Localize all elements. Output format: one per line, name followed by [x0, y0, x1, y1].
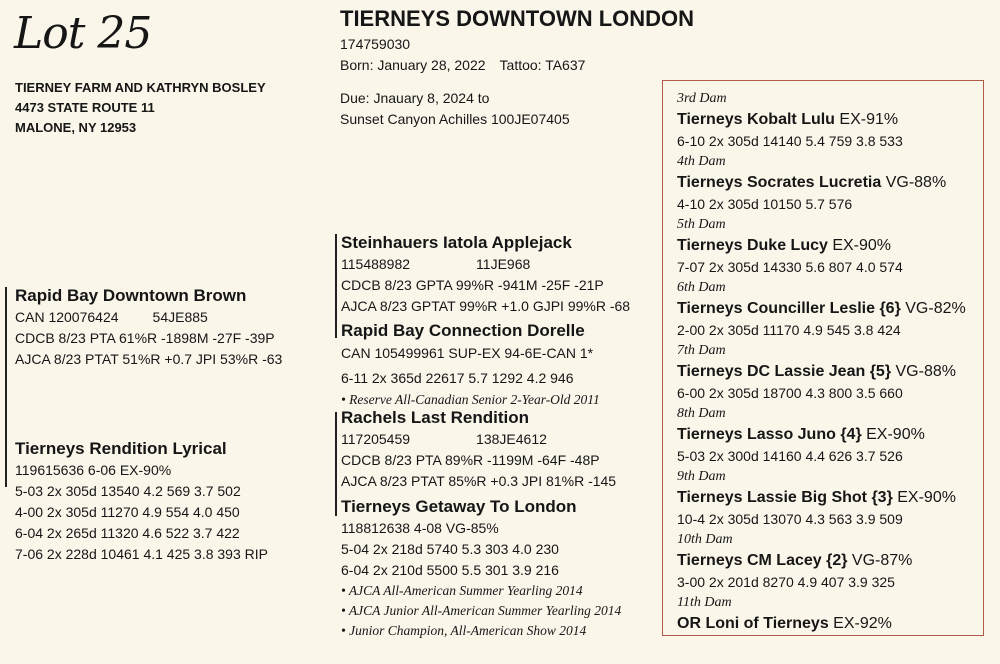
- dam-lineage-name: Tierneys Lassie Big Shot {3}: [677, 489, 893, 506]
- owner-line: TIERNEY FARM AND KATHRYN BOSLEY: [15, 80, 266, 95]
- dam-generation-label: 6th Dam: [677, 280, 726, 295]
- dam-lineage-record: 6-10 2x 305d 14140 5.4 759 3.8 533: [677, 133, 903, 149]
- animal-name: TIERNEYS DOWNTOWN LONDON: [340, 6, 695, 31]
- dam-lineage-entry: [677, 486, 966, 509]
- sire-dam-name: Rapid Bay Connection Dorelle: [341, 321, 585, 340]
- dam-dam-name: Tierneys Getaway To London: [341, 497, 577, 516]
- dam-generation-label: 11th Dam: [677, 595, 732, 610]
- dam-lineage-record: 7-07 2x 305d 14330 5.6 807 4.0 574: [677, 259, 903, 275]
- dam-reg: 119615636 6-06 EX-90%: [15, 462, 172, 478]
- dam-lineage-score: VG-87%: [847, 552, 913, 569]
- sire-code: 54JE885: [152, 309, 208, 325]
- dam-lineage-score: EX-90%: [827, 237, 892, 254]
- dam-lineage-list: [677, 89, 966, 635]
- owner-address: [15, 78, 266, 138]
- dam-sire-reg: 117205459: [341, 431, 411, 447]
- dam-lineage-name: Tierneys Counciller Leslie {6}: [677, 300, 901, 317]
- dam-record: 4-00 2x 305d 11270 4.9 554 4.0 450: [15, 504, 240, 520]
- lot-number: Lot 25: [14, 8, 152, 59]
- sire-dam-block: [341, 320, 600, 410]
- dam-lineage-name: Tierneys Duke Lucy: [677, 237, 828, 254]
- sire-bracket: [335, 234, 337, 338]
- dam-name: Tierneys Rendition Lyrical: [15, 439, 227, 458]
- sire-dam-reg: CAN 105499961 SUP-EX 94-6E-CAN 1*: [341, 345, 594, 361]
- tattoo: Tattoo: TA637: [499, 57, 586, 73]
- dam-generation-label: 10th Dam: [677, 532, 733, 547]
- sire-proof: CDCB 8/23 PTA 61%R -1898M -27F -39P: [15, 330, 275, 346]
- dam-dam-reg: 118812638 4-08 VG-85%: [341, 520, 499, 536]
- dam-lineage-score: VG-88%: [891, 363, 956, 380]
- dam-sire-name: Rachels Last Rendition: [341, 408, 529, 427]
- sire-sire-name: Steinhauers Iatola Applejack: [341, 233, 572, 252]
- dam-sire-proof: CDCB 8/23 PTA 89%R -1199M -64F -48P: [341, 452, 600, 468]
- due-date: Due: Jnauary 8, 2024 to: [340, 90, 490, 106]
- animal-birth: [340, 55, 694, 76]
- animal-header: [340, 6, 694, 130]
- dam-lineage-score: VG-88%: [881, 174, 947, 191]
- sire-sire-proof: AJCA 8/23 GPTAT 99%R +1.0 GJPI 99%R -68: [341, 298, 631, 314]
- sire-sire-block: [341, 232, 630, 317]
- dam-block: [15, 438, 268, 565]
- dam-sire-reg-line: [341, 429, 616, 450]
- animal-reg: 174759030: [340, 36, 411, 52]
- sire-block: [15, 285, 282, 370]
- dam-generation-label: 9th Dam: [677, 469, 726, 484]
- dam-lineage-name: Tierneys Socrates Lucretia: [677, 174, 882, 191]
- sire-reg: CAN 120076424: [15, 309, 119, 325]
- sire-reg-line: [15, 307, 282, 328]
- sire-dam-record: 6-11 2x 365d 22617 5.7 1292 4.2 946: [341, 370, 574, 386]
- dam-bracket: [335, 412, 337, 516]
- dam-generation-label: 4th Dam: [677, 154, 726, 169]
- dam-sire-code: 138JE4612: [476, 431, 547, 447]
- dam-dam-block: [341, 496, 621, 641]
- dam-generation-label: 5th Dam: [677, 217, 726, 232]
- dam-lineage-record: 5-03 2x 300d 14160 4.4 626 3.7 526: [677, 448, 903, 464]
- dam-record: 6-04 2x 265d 11320 4.6 522 3.7 422: [15, 525, 240, 541]
- dam-lineage-record: 3-00 2x 201d 8270 4.9 407 3.9 325: [677, 574, 895, 590]
- dam-dam-record: 6-04 2x 210d 5500 5.5 301 3.9 216: [341, 562, 559, 578]
- sire-sire-code: 11JE968: [476, 256, 531, 272]
- dam-record: 7-06 2x 228d 10461 4.1 425 3.8 393 RIP: [15, 546, 268, 562]
- dam-generation-label: 7th Dam: [677, 343, 726, 358]
- sire-sire-proof: CDCB 8/23 GPTA 99%R -941M -25F -21P: [341, 277, 604, 293]
- born-date: Born: January 28, 2022: [340, 57, 486, 73]
- dam-lineage-entry: [677, 549, 966, 572]
- dam-generation-label: 3rd Dam: [677, 91, 727, 106]
- dam-lineage-name: Tierneys DC Lassie Jean {5}: [677, 363, 892, 380]
- sire-sire-reg-line: [341, 254, 630, 275]
- dam-lineage-score: EX-90%: [892, 489, 956, 506]
- dam-lineage-name: Tierneys CM Lacey {2}: [677, 552, 848, 569]
- sire-proof: AJCA 8/23 PTAT 51%R +0.7 JPI 53%R -63: [15, 351, 283, 367]
- dam-lineage-score: EX-92%: [828, 615, 892, 632]
- dam-lineage-entry: [677, 297, 966, 320]
- owner-line: MALONE, NY 12953: [15, 120, 137, 135]
- dam-dam-record: 5-04 2x 218d 5740 5.3 303 4.0 230: [341, 541, 559, 557]
- dam-lineage-entry: [677, 423, 966, 446]
- due-sire: Sunset Canyon Achilles 100JE07405: [340, 111, 570, 127]
- dam-dam-note: • Junior Champion, All-American Show 2014: [341, 623, 587, 638]
- dam-lineage-box: [662, 80, 984, 636]
- dam-record: 5-03 2x 305d 13540 4.2 569 3.7 502: [15, 483, 241, 499]
- dam-sire-proof: AJCA 8/23 PTAT 85%R +0.3 JPI 81%R -145: [341, 473, 617, 489]
- dam-sire-block: [341, 407, 616, 492]
- dam-lineage-record: 6-00 2x 305d 18700 4.3 800 3.5 660: [677, 385, 903, 401]
- sire-dam-note: • Reserve All-Canadian Senior 2-Year-Old 2011: [341, 392, 600, 407]
- dam-generation-label: 8th Dam: [677, 406, 726, 421]
- dam-lineage-score: EX-91%: [834, 111, 899, 128]
- sire-dam-bracket: [5, 287, 7, 487]
- dam-lineage-name: Tierneys Lasso Juno {4}: [677, 426, 862, 443]
- dam-lineage-name: OR Loni of Tierneys: [677, 615, 829, 632]
- sire-name: Rapid Bay Downtown Brown: [15, 286, 247, 305]
- dam-lineage-record: 10-4 2x 305d 13070 4.3 563 3.9 509: [677, 511, 903, 527]
- dam-lineage-score: EX-90%: [861, 426, 925, 443]
- dam-lineage-entry: [677, 612, 966, 635]
- dam-lineage-score: VG-82%: [900, 300, 966, 317]
- dam-lineage-entry: [677, 234, 966, 257]
- dam-dam-note: • AJCA All-American Summer Yearling 2014: [341, 583, 583, 598]
- sire-sire-reg: 115488982: [341, 256, 411, 272]
- dam-dam-note: • AJCA Junior All-American Summer Yearling 2014: [341, 603, 622, 618]
- owner-line: 4473 STATE ROUTE 11: [15, 100, 155, 115]
- dam-lineage-record: 4-10 2x 305d 10150 5.7 576: [677, 196, 853, 212]
- dam-lineage-entry: [677, 360, 966, 383]
- dam-lineage-entry: [677, 108, 966, 131]
- dam-lineage-entry: [677, 171, 966, 194]
- dam-lineage-record: 2-00 2x 305d 11170 4.9 545 3.8 424: [677, 322, 901, 338]
- dam-lineage-name: Tierneys Kobalt Lulu: [677, 111, 835, 128]
